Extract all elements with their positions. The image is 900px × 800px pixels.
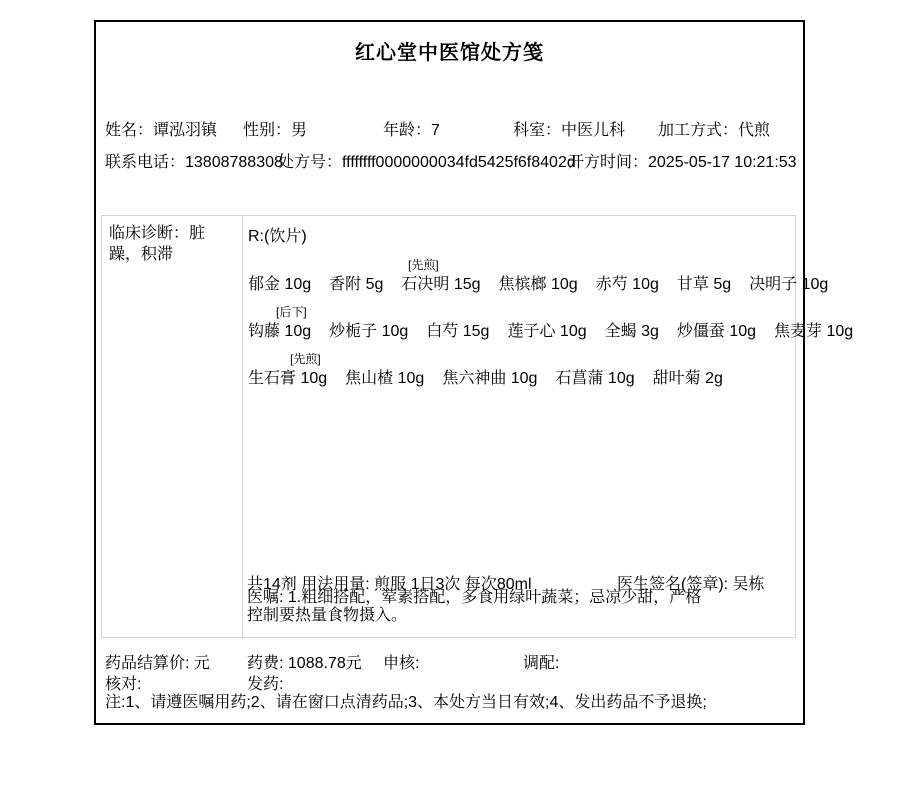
department-field: 科室：中医儿科 [513,122,626,139]
herb-group [248,305,854,340]
decoction-method-tag: [先煎] [290,352,321,366]
dispense-field: 发药: [247,676,284,693]
herb-item: 焦麦芽 10g [774,323,854,340]
compound-field: 调配: [523,655,560,672]
herb-item: 白芍 15g [426,323,490,340]
herb-group [248,258,829,293]
herb-item: 赤芍 10g [595,276,659,293]
herb-item: 决明子 10g [749,276,829,293]
doctor-signature: 医生签名(签章): 吴栋 [617,576,765,593]
review-field: 申核: [383,655,420,672]
herb-group [248,352,788,387]
prescription-content [248,228,854,387]
decoction-method-tag: [先煎] [408,258,439,272]
herb-item: 焦槟榔 10g [498,276,578,293]
herb-line [248,276,829,293]
herb-item: 焦山楂 10g [345,370,425,387]
processing-method-field: 加工方式：代煎 [658,122,771,139]
herb-item: 炒栀子 10g [329,323,409,340]
advice-line: 医嘱: 1.粗细搭配，荤素搭配，多食用绿叶蔬菜；忌凉少甜，严格 [247,589,702,606]
dosage-usage-line: 共14剂 用法用量: 煎服 1日3次 每次80ml [247,576,532,593]
medicine-fee-field: 药费: 1088.78元 [247,655,362,672]
herb-item: 莲子心 10g [507,323,587,340]
herb-item: 钩藤 10g [248,323,312,340]
herb-item: 石菖蒲 10g [555,370,635,387]
rp-header: R:(饮片) [248,228,307,245]
herb-item: 郁金 10g [248,276,312,293]
herb-item: 香附 5g [329,276,384,293]
herb-item: 甜叶菊 2g [652,370,723,387]
diagnosis-cell [102,216,243,637]
contact-phone-field: 联系电话：13808788308 [105,154,283,171]
herb-item: 焦六神曲 10g [442,370,538,387]
patient-name-field: 姓名：谭泓羽镇 [105,122,218,139]
footer-note: 注:1、请遵医嘱用药;2、请在窗口点清药品;3、本处方当日有效;4、发出药品不予退换; [105,694,707,711]
herb-item: 生石膏 10g [248,370,328,387]
prescription-time-field: 开方时间：2025-05-17 10:21:53 [568,154,797,171]
herb-line [248,323,854,340]
herb-line [248,370,788,387]
advice-line: 控制要热量食物摄入。 [247,607,408,624]
check-field: 核对: [105,676,142,693]
doctor-advice [247,589,707,625]
patient-age-field: 年龄：7 [383,122,440,139]
herb-item: 全蝎 3g [604,323,659,340]
herb-item: 甘草 5g [676,276,732,293]
patient-gender-field: 性别：男 [243,122,308,139]
prescription-number-field: 处方号：ffffffff0000000034fd5425f6f8402d [278,154,576,171]
decoction-method-tag: [后下] [276,305,307,319]
herb-item: 石决明 15g [401,276,481,293]
settlement-price-field: 药品结算价: 元 [105,655,210,672]
clinical-diagnosis-text: 临床诊断：脏躁，积滞 [109,225,206,263]
herb-item: 炒僵蚕 10g [676,323,757,340]
herb-groups [248,258,854,387]
page-title: 红心堂中医馆处方笺 [355,42,544,64]
